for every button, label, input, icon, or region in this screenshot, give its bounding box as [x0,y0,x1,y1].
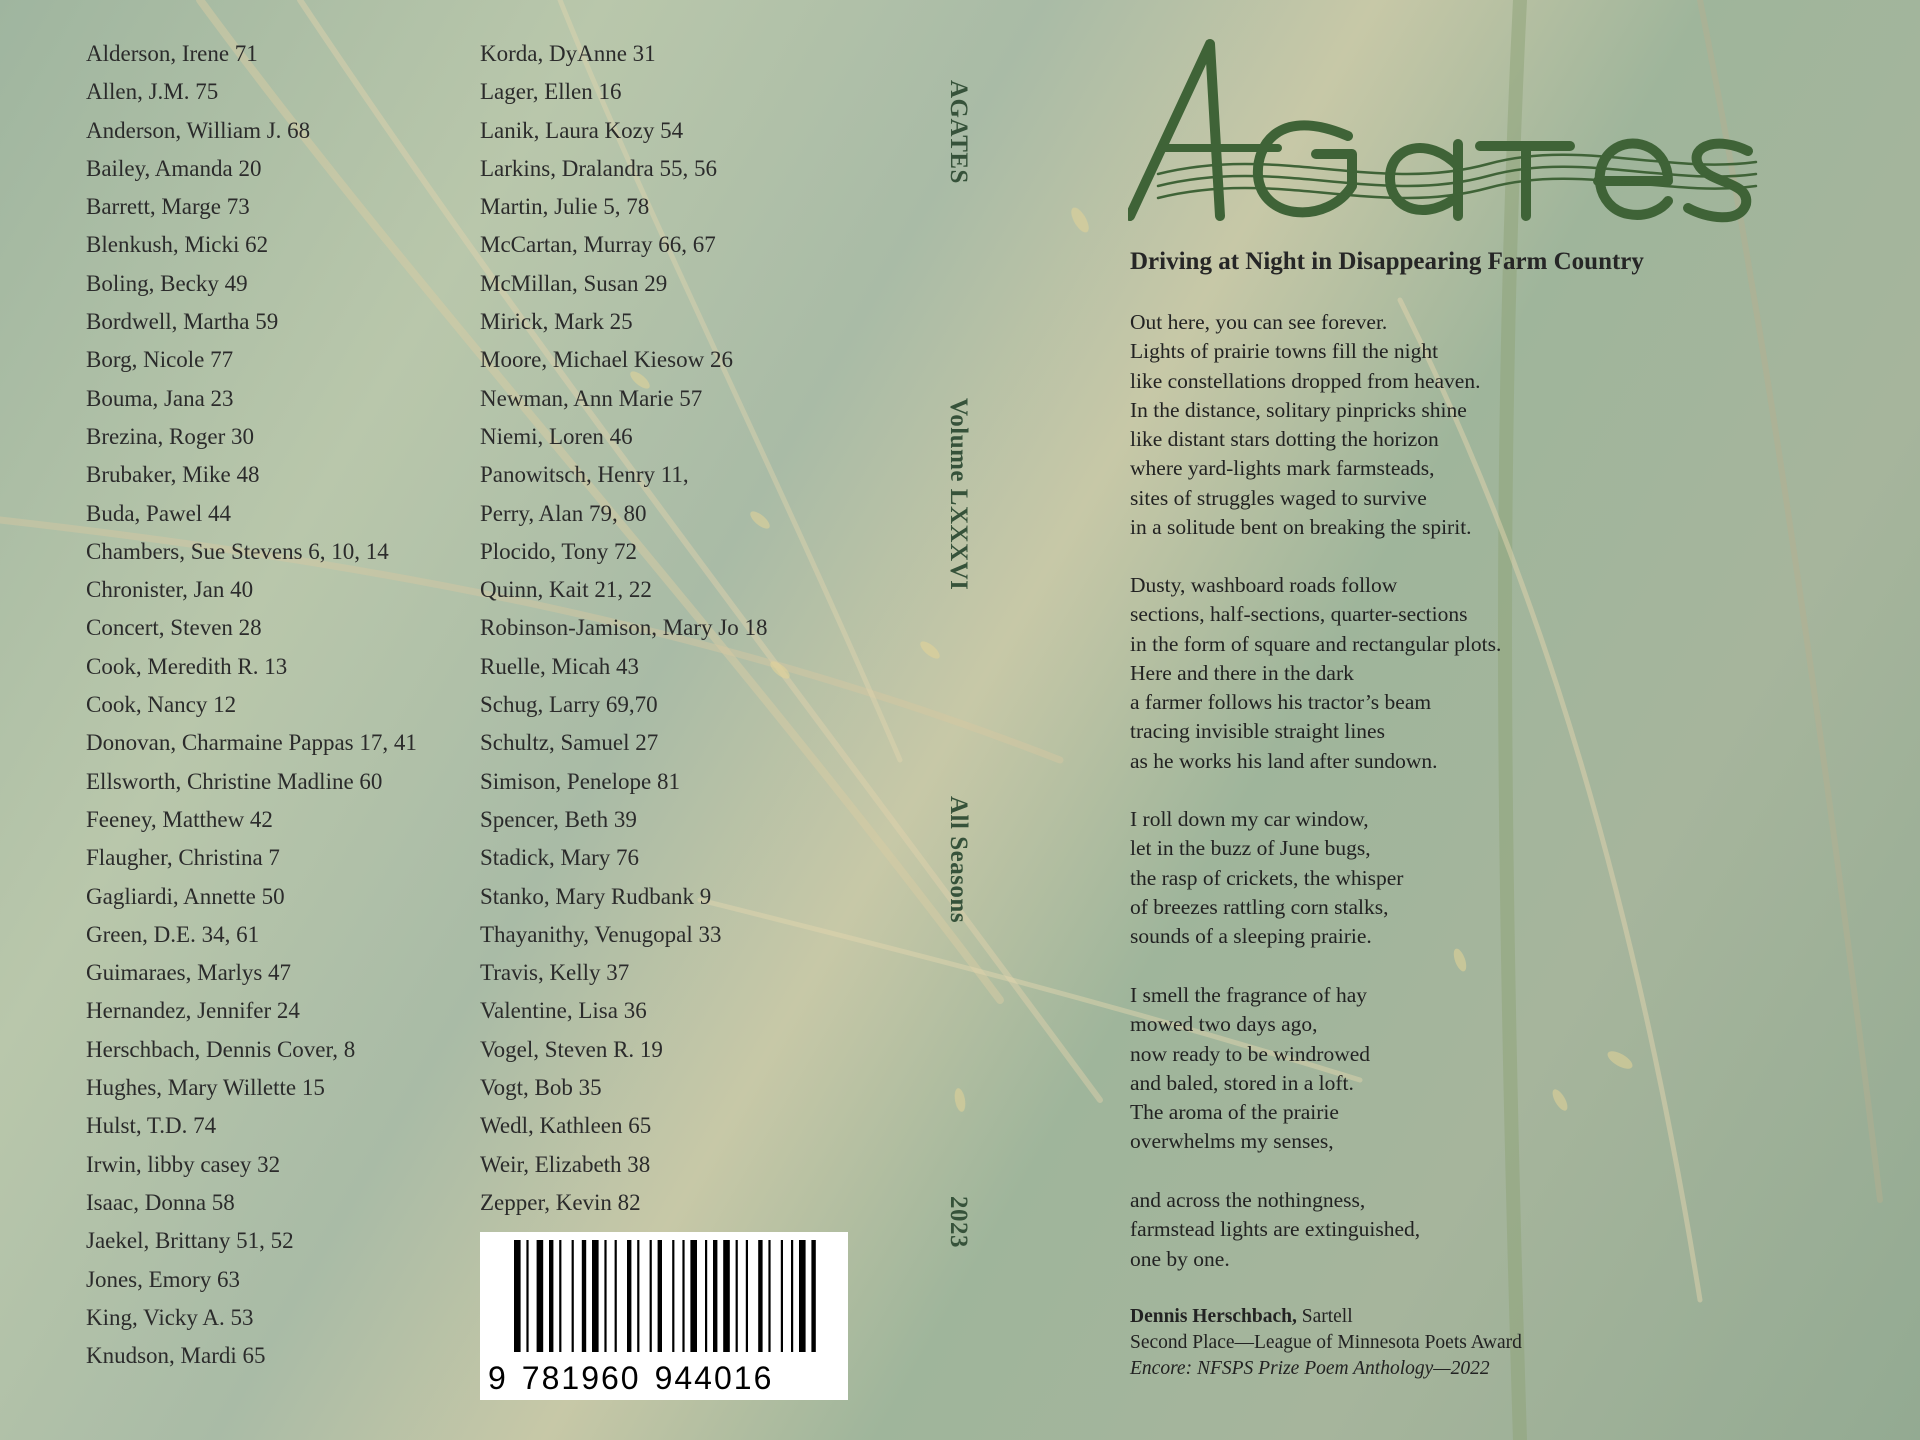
contributor-entry: Knudson, Mardi 65 [86,1343,266,1369]
contributor-entry: Flaugher, Christina 7 [86,845,280,871]
barcode-bar [559,1240,561,1352]
poem-line: In the distance, solitary pinpricks shine [1130,397,1467,422]
poem-stanza-4 [1130,981,1370,1157]
contributor-entry: Vogel, Steven R. 19 [480,1036,663,1062]
contributor-entry: Bordwell, Martha 59 [86,309,279,335]
contributor-entry: Stadick, Mary 76 [480,845,640,871]
contributor-entry: Stanko, Mary Rudbank 9 [480,883,712,909]
contributor-entry: Chronister, Jan 40 [86,577,254,603]
contributor-entry: Hughes, Mary Willette 15 [86,1075,325,1101]
poem-line: farmstead lights are extinguished, [1130,1217,1421,1242]
poem-line: sounds of a sleeping prairie. [1130,924,1372,949]
contributor-entry: Alderson, Irene 71 [86,41,258,66]
barcode-bar [526,1240,528,1352]
poem-line: Lights of prairie towns fill the night [1130,339,1439,364]
poem-line: I roll down my car window, [1130,807,1369,831]
contributor-entry: Lager, Ellen 16 [480,79,622,105]
poem-credit [1130,1304,1522,1382]
contributor-entry: Mirick, Mark 25 [480,309,633,335]
contributor-entry: Herschbach, Dennis Cover, 8 [86,1036,356,1062]
contributor-entry: Concert, Steven 28 [86,615,262,641]
poem-line: The aroma of the prairie [1130,1100,1339,1125]
contributor-entry: Guimaraes, Marlys 47 [86,960,292,986]
contributor-entry: Plocido, Tony 72 [480,538,638,564]
contributor-entry: Brubaker, Mike 48 [86,462,260,488]
barcode-bar [572,1240,574,1352]
barcode-bar [627,1240,631,1352]
credit-author-line [1130,1304,1522,1330]
poem-line: sections, half-sections, quarter-sections [1130,602,1468,627]
spine-volume: Volume LXXXVI [945,398,972,591]
contributor-entry: Anderson, William J. 68 [86,117,311,143]
contributor-entry: Borg, Nicole 77 [86,347,234,373]
contributor-entry: McMillan, Susan 29 [480,270,668,296]
poem-line: and across the nothingness, [1130,1188,1366,1212]
contributor-entry: Buda, Pawel 44 [86,500,232,526]
spine-year: 2023 [945,1196,972,1248]
contributor-entry: Brezina, Roger 30 [86,423,254,449]
contributor-entry: Newman, Ann Marie 57 [480,385,703,411]
barcode-bar [637,1240,639,1352]
book-spine [944,80,984,1320]
poem-line: now ready to be windrowed [1130,1041,1371,1066]
poem-line: as he works his land after sundown. [1130,748,1438,773]
poem-line: in a solitude bent on breaking the spirit. [1130,515,1472,540]
contributor-entry: Hernandez, Jennifer 24 [86,998,300,1024]
barcode-bar [811,1240,815,1352]
barcode-digits [488,1360,787,1397]
poem-stanza-5 [1130,1186,1420,1274]
contributor-entry: Niemi, Loren 46 [480,423,633,449]
barcode-bar [690,1240,697,1352]
poem-line: the rasp of crickets, the whisper [1130,865,1404,890]
contributor-entry: Robinson-Jamison, Mary Jo 18 [480,615,768,641]
barcode-digit-lead: 9 [488,1360,508,1396]
barcode-bar [672,1240,674,1352]
credit-town: Sartell [1296,1306,1353,1327]
barcode-bar [650,1240,652,1352]
contributor-entry: Thayanithy, Venugopal 33 [480,921,722,947]
barcode-bar [781,1240,783,1352]
contributor-entry: Martin, Julie 5, 78 [480,194,650,220]
barcode-digit-group-2: 944016 [654,1360,774,1396]
contributor-entry: Jaekel, Brittany 51, 52 [86,1228,294,1254]
spine-title: AGATES [945,80,972,184]
contributor-entry: Lanik, Laura Kozy 54 [480,117,684,143]
contributor-entry: Wedl, Kathleen 65 [480,1113,652,1139]
contributor-index-right [480,35,768,1222]
credit-author: Dennis Herschbach, [1130,1306,1297,1327]
contributor-entry: McCartan, Murray 66, 67 [480,232,716,258]
poem-line: like distant stars dotting the horizon [1130,427,1439,452]
barcode-digit-group-1: 781960 [521,1360,641,1396]
barcode-bar [713,1240,717,1352]
barcode-bar [537,1240,544,1352]
poem-line: one by one. [1130,1246,1230,1271]
poem-line: a farmer follows his tractor’s beam [1130,690,1432,715]
contributor-entry: Bailey, Amanda 20 [86,155,262,181]
poem-stanza-1 [1130,308,1480,542]
contributor-entry: Isaac, Donna 58 [86,1189,235,1215]
barcode-bar [549,1240,553,1352]
poem-stanza-3 [1130,805,1403,951]
poem-line: sites of struggles waged to survive [1130,485,1427,510]
barcode-bar [592,1240,599,1352]
contributor-entry: Korda, DyAnne 31 [480,41,656,66]
contributor-entry: Irwin, libby casey 32 [86,1151,281,1177]
contributor-index-left [86,35,417,1375]
contributor-entry: Boling, Becky 49 [86,270,248,296]
contributor-entry: Valentine, Lisa 36 [480,998,647,1024]
contributor-entry: Weir, Elizabeth 38 [480,1151,651,1177]
contributor-entry: Moore, Michael Kiesow 26 [480,347,733,373]
contributor-entry: Cook, Nancy 12 [86,692,237,718]
contributor-entry: King, Vicky A. 53 [86,1304,254,1330]
poem-line: Dusty, washboard roads follow [1130,573,1398,597]
contributor-entry: Ruelle, Micah 43 [480,653,640,679]
contributor-entry: Zepper, Kevin 82 [480,1189,641,1215]
poem-line: overwhelms my senses, [1130,1129,1334,1154]
contributor-entry: Quinn, Kait 21, 22 [480,577,652,603]
barcode-bar [604,1240,606,1352]
contributor-entry: Barrett, Marge 73 [86,194,250,220]
poem-line: I smell the fragrance of hay [1130,983,1367,1007]
poem-line: mowed two days ago, [1130,1012,1318,1037]
contributor-entry: Perry, Alan 79, 80 [480,500,647,526]
contributor-entry: Spencer, Beth 39 [480,806,637,832]
poem-line: Here and there in the dark [1130,660,1354,685]
contributor-entry: Feeney, Matthew 42 [86,806,273,832]
contributor-entry: Cook, Meredith R. 13 [86,653,288,679]
barcode-bar [615,1240,617,1352]
spine-season: All Seasons [945,796,972,924]
barcode-bar [768,1240,770,1352]
credit-award: Second Place—League of Minnesota Poets Award [1130,1332,1522,1353]
barcode-bar [746,1240,748,1352]
contributor-entry: Donovan, Charmaine Pappas 17, 41 [86,730,417,756]
poem-line: where yard-lights mark farmsteads, [1130,456,1435,481]
contributor-entry: Bouma, Jana 23 [86,385,234,411]
contributor-entry: Gagliardi, Annette 50 [86,883,285,909]
contributor-entry: Ellsworth, Christine Madline 60 [86,768,383,794]
barcode-bar [705,1240,707,1352]
poem-line: and baled, stored in a loft. [1130,1070,1354,1095]
barcode-bar [736,1240,738,1352]
contributor-entry: Green, D.E. 34, 61 [86,921,260,947]
contributor-entry: Allen, J.M. 75 [86,79,219,105]
barcode-bar [723,1240,730,1352]
barcode-bar [799,1240,806,1352]
poem-line: in the form of square and rectangular plots. [1130,631,1502,656]
contributor-entry: Blenkush, Micki 62 [86,232,269,258]
barcode-bars [480,1232,848,1362]
contributor-entry: Hulst, T.D. 74 [86,1113,217,1139]
barcode-bar [758,1240,762,1352]
contributor-entry: Larkins, Dralandra 55, 56 [480,155,717,181]
barcode-bar [682,1240,684,1352]
poem-stanza-2 [1130,571,1501,776]
contributor-entry: Schug, Larry 69,70 [480,692,658,718]
credit-encore: Encore: NFSPS Prize Poem Anthology—2022 [1130,1358,1490,1379]
contributor-entry: Jones, Emory 63 [86,1266,240,1292]
poem-line: tracing invisible straight lines [1130,719,1385,744]
contributor-entry: Travis, Kelly 37 [480,960,630,986]
poem-line: like constellations dropped from heaven. [1130,368,1481,393]
contributor-entry: Schultz, Samuel 27 [480,730,659,756]
isbn-barcode [480,1232,848,1400]
barcode-bar [514,1240,521,1352]
poem-title: Driving at Night in Disappearing Farm Country [1130,248,1644,275]
poem-line: of breezes rattling corn stalks, [1130,894,1389,919]
barcode-bar [582,1240,586,1352]
poem-line: Out here, you can see forever. [1130,310,1388,334]
contributor-entry: Chambers, Sue Stevens 6, 10, 14 [86,538,389,564]
barcode-bar [791,1240,793,1352]
barcode-bar [658,1240,662,1352]
contributor-entry: Vogt, Bob 35 [480,1075,602,1101]
contributor-entry: Panowitsch, Henry 11, [480,462,689,488]
agates-logo [1128,36,1758,226]
poem-line: let in the buzz of June bugs, [1130,836,1371,861]
contributor-entry: Simison, Penelope 81 [480,768,680,794]
